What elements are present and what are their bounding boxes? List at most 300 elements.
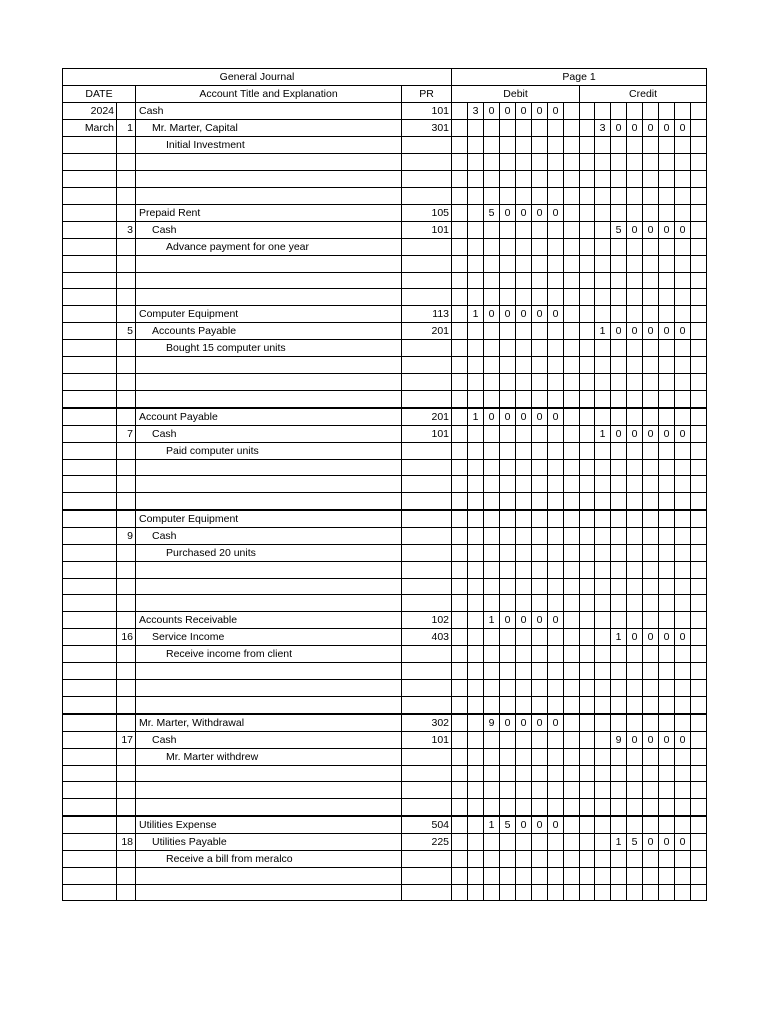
blank-row [63,765,707,782]
credit-digit-cell [595,629,611,646]
debit-digit-cell [452,357,468,374]
credit-digit-cell [643,714,659,732]
debit-digit-cell: 0 [516,714,532,732]
date-month-cell [63,714,117,732]
debit-digit-cell [452,748,468,765]
debit-digit-cell [516,731,532,748]
date-day-cell: 5 [117,323,136,340]
credit-digit-cell [595,221,611,238]
debit-digit-cell [500,629,516,646]
debit-digit-cell [532,782,548,799]
debit-digit-cell [468,120,484,137]
credit-digit-cell: 0 [627,731,643,748]
credit-digit-cell [580,425,595,442]
debit-digit-cell [564,867,580,884]
debit-digit-cell [484,137,500,154]
credit-digit-cell [580,748,595,765]
debit-digit-cell [500,459,516,476]
posting-ref-cell [402,272,452,289]
debit-digit-cell [468,816,484,834]
debit-digit-cell [468,323,484,340]
debit-digit-cell [452,255,468,272]
title-row [63,69,707,86]
credit-digit-cell [580,714,595,732]
debit-digit-cell [532,595,548,612]
debit-digit-cell [468,561,484,578]
debit-digit-cell [452,680,468,697]
debit-digit-cell [516,748,532,765]
credit-digit-cell: 0 [659,221,675,238]
credit-digit-cell [691,629,707,646]
debit-digit-cell: 1 [484,816,500,834]
credit-digit-cell [691,255,707,272]
debit-digit-cell [484,884,500,901]
debit-digit-cell [484,272,500,289]
debit-digit-cell [468,680,484,697]
credit-digit-cell [595,340,611,357]
credit-digit-cell [627,357,643,374]
debit-digit-cell [516,425,532,442]
debit-digit-cell [468,629,484,646]
date-month-cell [63,680,117,697]
debit-digit-cell [516,544,532,561]
credit-digit-cell [675,306,691,323]
credit-digit-cell [595,391,611,408]
posting-ref-cell: 102 [402,612,452,629]
posting-ref-cell [402,799,452,816]
credit-digit-cell [580,731,595,748]
debit-digit-cell [564,357,580,374]
debit-digit-cell [452,340,468,357]
debit-digit-cell: 0 [500,103,516,120]
credit-digit-cell [580,459,595,476]
debit-digit-cell [452,646,468,663]
date-month-cell [63,204,117,221]
debit-digit-cell [516,187,532,204]
debit-digit-cell: 0 [516,408,532,426]
debit-digit-cell: 0 [516,612,532,629]
credit-digit-cell [580,544,595,561]
debit-digit-cell [500,170,516,187]
posting-ref-cell [402,578,452,595]
journal-entry-row [63,544,707,561]
debit-digit-cell [452,289,468,306]
credit-digit-cell [611,680,627,697]
debit-digit-cell [484,170,500,187]
credit-digit-cell [675,493,691,510]
credit-digit-cell [580,137,595,154]
debit-digit-cell [452,561,468,578]
journal-entry-row [63,425,707,442]
debit-digit-cell [452,425,468,442]
debit-digit-cell [564,272,580,289]
debit-digit-cell [484,867,500,884]
credit-digit-cell [691,476,707,493]
journal-entry-row [63,442,707,459]
debit-digit-cell [452,238,468,255]
credit-digit-cell [659,103,675,120]
debit-digit-cell [548,510,564,528]
debit-digit-cell: 0 [548,408,564,426]
debit-digit-cell [452,459,468,476]
credit-digit-cell [595,544,611,561]
debit-digit-cell [516,833,532,850]
journal-entry-row [63,340,707,357]
date-month-cell [63,154,117,171]
debit-digit-cell: 0 [500,306,516,323]
credit-digit-cell [691,442,707,459]
debit-digit-cell [532,170,548,187]
debit-digit-cell [452,595,468,612]
debit-digit-cell [452,629,468,646]
debit-digit-cell [532,340,548,357]
credit-digit-cell [691,765,707,782]
debit-digit-cell [452,578,468,595]
credit-digit-cell [643,340,659,357]
debit-digit-cell [484,731,500,748]
credit-digit-cell [675,697,691,714]
posting-ref-cell [402,238,452,255]
credit-digit-cell [659,748,675,765]
debit-digit-cell [452,867,468,884]
credit-digit-cell [675,816,691,834]
credit-digit-cell [580,255,595,272]
debit-digit-cell [564,323,580,340]
credit-digit-cell [580,323,595,340]
debit-digit-cell [548,578,564,595]
credit-digit-cell [627,442,643,459]
debit-digit-cell [532,154,548,171]
credit-digit-cell [627,884,643,901]
date-month-cell [63,816,117,834]
credit-digit-cell [659,374,675,391]
credit-digit-cell [659,799,675,816]
credit-digit-cell [691,748,707,765]
date-day-cell [117,459,136,476]
debit-digit-cell: 0 [532,714,548,732]
account-title-cell [136,697,402,714]
debit-digit-cell [532,391,548,408]
debit-digit-cell [548,425,564,442]
credit-digit-cell [595,476,611,493]
debit-digit-cell [500,289,516,306]
debit-digit-cell [564,221,580,238]
credit-digit-cell [611,289,627,306]
debit-digit-cell [532,833,548,850]
account-title-cell: Purchased 20 units [136,544,402,561]
debit-digit-cell [484,154,500,171]
account-title-cell [136,289,402,306]
credit-digit-cell [627,697,643,714]
credit-digit-cell [659,850,675,867]
credit-digit-cell [580,272,595,289]
date-day-cell [117,850,136,867]
credit-digit-cell [611,154,627,171]
debit-digit-cell [516,680,532,697]
date-day-cell [117,799,136,816]
credit-digit-cell [627,103,643,120]
credit-digit-cell [675,170,691,187]
debit-digit-cell [484,646,500,663]
debit-digit-cell [548,120,564,137]
date-month-cell [63,306,117,323]
debit-digit-cell [564,493,580,510]
debit-digit-cell: 0 [500,714,516,732]
debit-digit-cell [548,799,564,816]
debit-digit-cell [484,238,500,255]
account-title-cell: Service Income [136,629,402,646]
date-month-cell [63,493,117,510]
journal-title: General Journal [63,69,452,86]
credit-digit-cell [643,561,659,578]
debit-digit-cell [484,748,500,765]
credit-digit-cell [675,663,691,680]
debit-digit-cell [516,323,532,340]
journal-entry-row [63,510,707,528]
credit-digit-cell [595,578,611,595]
debit-digit-cell [468,493,484,510]
journal-entry-row [63,646,707,663]
debit-digit-cell [500,221,516,238]
credit-digit-cell [675,714,691,732]
date-month-cell [63,850,117,867]
debit-digit-cell [516,578,532,595]
debit-digit-cell [468,204,484,221]
credit-digit-cell [580,884,595,901]
debit-digit-cell [468,578,484,595]
debit-digit-cell [452,493,468,510]
debit-digit-cell [548,272,564,289]
debit-digit-cell [564,103,580,120]
debit-digit-cell [564,595,580,612]
debit-digit-cell [532,374,548,391]
credit-digit-cell [675,748,691,765]
credit-digit-cell [595,816,611,834]
account-title-cell [136,170,402,187]
account-title-cell [136,867,402,884]
date-month-cell: 2024 [63,103,117,120]
credit-digit-cell [611,510,627,528]
date-day-cell [117,867,136,884]
date-day-cell [117,442,136,459]
credit-digit-cell [659,255,675,272]
credit-digit-cell [691,170,707,187]
credit-digit-cell [691,544,707,561]
debit-digit-cell [564,884,580,901]
debit-digit-cell [468,714,484,732]
credit-digit-cell [643,306,659,323]
date-day-cell [117,714,136,732]
debit-digit-cell [452,154,468,171]
debit-digit-cell [484,595,500,612]
debit-digit-cell [516,765,532,782]
credit-digit-cell [580,816,595,834]
credit-digit-cell [643,187,659,204]
credit-digit-cell: 0 [643,731,659,748]
credit-digit-cell [691,816,707,834]
credit-digit-cell [611,867,627,884]
debit-digit-cell [484,221,500,238]
posting-ref-cell: 101 [402,731,452,748]
debit-digit-cell [468,799,484,816]
credit-digit-cell [611,238,627,255]
credit-digit-cell [595,867,611,884]
account-header: Account Title and Explanation [136,86,402,103]
debit-digit-cell [532,646,548,663]
date-month-cell [63,272,117,289]
debit-digit-cell: 0 [516,204,532,221]
pr-header: PR [402,86,452,103]
credit-digit-cell [659,646,675,663]
account-title-cell: Utilities Payable [136,833,402,850]
date-month-cell [63,884,117,901]
blank-row [63,884,707,901]
credit-digit-cell [675,510,691,528]
debit-digit-cell [532,238,548,255]
date-month-cell: March [63,120,117,137]
debit-digit-cell [532,357,548,374]
credit-digit-cell [643,103,659,120]
credit-digit-cell [643,663,659,680]
debit-digit-cell: 0 [532,612,548,629]
credit-digit-cell: 3 [595,120,611,137]
debit-digit-cell [532,289,548,306]
credit-digit-cell [643,816,659,834]
credit-digit-cell: 0 [675,120,691,137]
credit-digit-cell [627,561,643,578]
posting-ref-cell [402,459,452,476]
credit-digit-cell: 9 [611,731,627,748]
account-title-cell [136,187,402,204]
date-month-cell [63,137,117,154]
credit-digit-cell [691,154,707,171]
debit-digit-cell [564,154,580,171]
date-day-cell [117,578,136,595]
debit-digit-cell [484,323,500,340]
date-day-cell [117,510,136,528]
credit-digit-cell [595,289,611,306]
blank-row [63,272,707,289]
account-title-cell: Accounts Receivable [136,612,402,629]
journal-entry-row [63,103,707,120]
credit-digit-cell [675,765,691,782]
debit-digit-cell [532,544,548,561]
debit-digit-cell: 0 [532,204,548,221]
date-day-cell [117,663,136,680]
credit-digit-cell: 0 [627,221,643,238]
column-header-row [63,86,707,103]
debit-digit-cell [500,697,516,714]
account-title-cell [136,272,402,289]
posting-ref-cell: 504 [402,816,452,834]
credit-digit-cell [691,187,707,204]
debit-digit-cell [516,120,532,137]
debit-digit-cell [548,170,564,187]
credit-digit-cell [691,357,707,374]
credit-digit-cell [595,442,611,459]
credit-digit-cell [595,833,611,850]
date-month-cell [63,238,117,255]
credit-digit-cell [611,137,627,154]
credit-digit-cell [643,765,659,782]
credit-digit-cell [627,578,643,595]
posting-ref-cell: 201 [402,323,452,340]
debit-digit-cell [500,544,516,561]
debit-digit-cell [484,527,500,544]
credit-digit-cell [691,391,707,408]
posting-ref-cell [402,782,452,799]
credit-digit-cell [691,120,707,137]
journal-entry-row [63,816,707,834]
date-day-cell [117,561,136,578]
credit-digit-cell [659,340,675,357]
date-month-cell [63,765,117,782]
debit-digit-cell [564,306,580,323]
account-title-cell [136,782,402,799]
debit-digit-cell [516,238,532,255]
debit-digit-cell [468,187,484,204]
credit-digit-cell [580,680,595,697]
date-day-cell [117,697,136,714]
credit-digit-cell [659,442,675,459]
credit-digit-cell [611,646,627,663]
debit-digit-cell [452,799,468,816]
credit-digit-cell: 0 [611,323,627,340]
date-month-cell [63,289,117,306]
credit-digit-cell [659,884,675,901]
credit-digit-cell [643,238,659,255]
credit-digit-cell [611,459,627,476]
debit-digit-cell [468,154,484,171]
blank-row [63,493,707,510]
date-day-cell [117,595,136,612]
date-month-cell [63,731,117,748]
debit-digit-cell [452,510,468,528]
debit-digit-cell: 0 [484,103,500,120]
account-title-cell [136,476,402,493]
date-month-cell [63,748,117,765]
debit-digit-cell: 0 [548,103,564,120]
debit-digit-cell [452,137,468,154]
credit-digit-cell: 0 [675,221,691,238]
credit-digit-cell [643,782,659,799]
credit-digit-cell [659,816,675,834]
account-title-cell: Accounts Payable [136,323,402,340]
date-day-cell [117,391,136,408]
debit-digit-cell [468,255,484,272]
credit-digit-cell [691,782,707,799]
credit-digit-cell [580,442,595,459]
credit-digit-cell [675,612,691,629]
debit-digit-cell [452,221,468,238]
blank-row [63,595,707,612]
date-day-cell: 9 [117,527,136,544]
date-month-cell [63,663,117,680]
debit-digit-cell [564,120,580,137]
credit-digit-cell [691,612,707,629]
debit-digit-cell [564,714,580,732]
debit-digit-cell [452,408,468,426]
credit-digit-cell [659,578,675,595]
credit-digit-cell [580,833,595,850]
credit-digit-cell [675,255,691,272]
debit-digit-cell [452,476,468,493]
debit-digit-cell [564,765,580,782]
debit-digit-cell: 0 [500,612,516,629]
date-day-cell [117,187,136,204]
debit-digit-cell [516,289,532,306]
credit-digit-cell [691,221,707,238]
